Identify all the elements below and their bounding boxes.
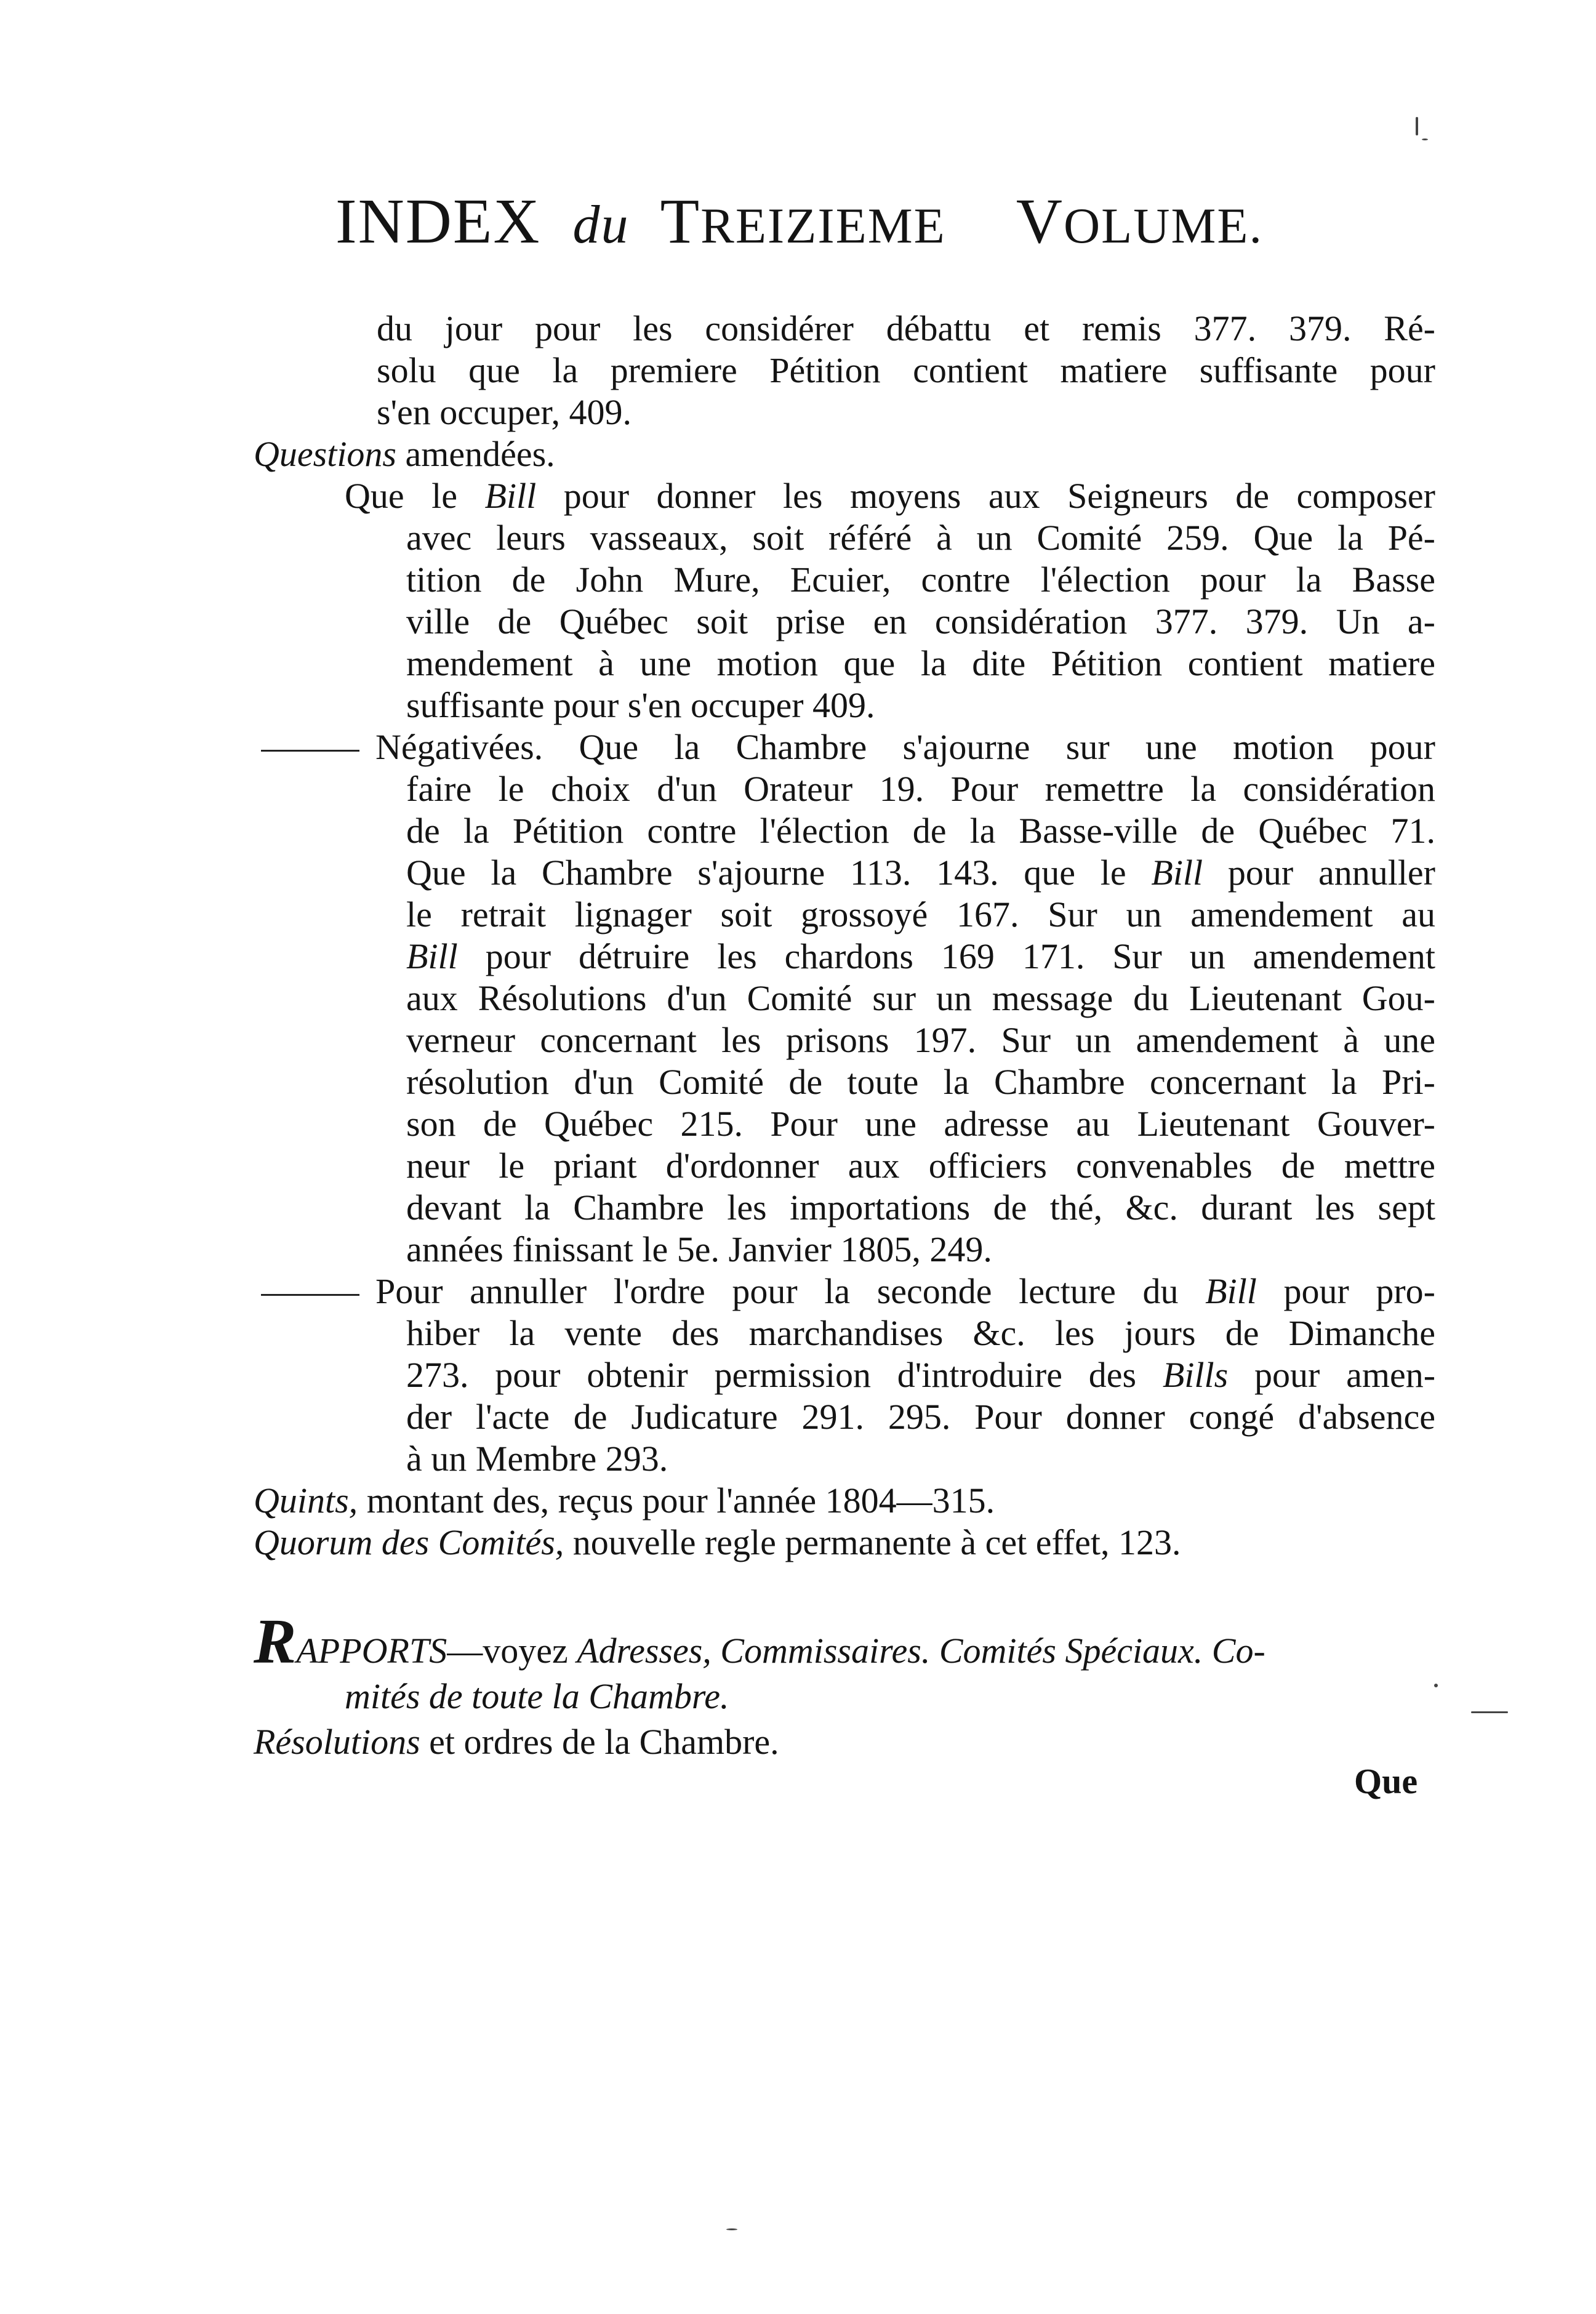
- index-line: verneur concernant les prisons 197. Sur un amendement à une: [406, 1020, 1435, 1060]
- index-line: der l'acte de Judicature 291. 295. Pour donner congé d'absence: [406, 1397, 1435, 1437]
- rapports-title: APPORTS: [296, 1631, 447, 1671]
- index-line: hiber la vente des marchandises &c. les jours de Dimanche: [406, 1313, 1435, 1353]
- index-heading-quints: Quints, montant des, reçus pour l'année 1804—315.: [254, 1480, 995, 1521]
- index-line: neur le priant d'ordonner aux officiers convenables de mettre: [406, 1146, 1435, 1186]
- index-heading-questions: Questions amendées.: [254, 434, 555, 474]
- rapports-line-2: mités de toute la Chambre.: [345, 1676, 729, 1716]
- index-line: son de Québec 215. Pour une adresse au Lieutenant Gouver-: [406, 1104, 1435, 1144]
- running-head-treizieme-initial: T: [660, 186, 701, 257]
- index-line: Que la Chambre s'ajourne 113. 143. que le Bill pour annuller: [406, 853, 1435, 893]
- running-head-volume-rest: OLUME.: [1063, 198, 1263, 254]
- index-line: solu que la premiere Pétition contient matiere suffisante pour: [377, 350, 1435, 390]
- index-line: du jour pour les considérer débattu et remis 377. 379. Ré-: [377, 308, 1435, 348]
- index-line: résolution d'un Comité de toute la Chambre concernant la Pri-: [406, 1062, 1435, 1102]
- rapports-see-also: Adresses, Commissaires. Comités Spéciaux. Co-: [577, 1631, 1265, 1671]
- index-line: devant la Chambre les importations de thé, &c. durant les sept: [406, 1187, 1435, 1227]
- index-line: suffisante pour s'en occuper 409.: [406, 685, 875, 725]
- rapports-section: [254, 1606, 1435, 1765]
- rapports-line-3: Résolutions et ordres de la Chambre.: [254, 1722, 779, 1762]
- index-line: 273. pour obtenir permission d'introduire des Bills pour amen-: [406, 1355, 1436, 1395]
- index-line: tition de John Mure, Ecuier, contre l'élection pour la Basse: [406, 560, 1435, 600]
- em-dash-rule: [261, 750, 359, 752]
- running-head-du: du: [572, 195, 630, 255]
- index-entries: [254, 308, 1435, 1564]
- catchword: Que: [1354, 1761, 1418, 1801]
- index-line: années finissant le 5e. Janvier 1805, 249.: [406, 1229, 992, 1269]
- running-head-index: INDEX: [335, 186, 541, 257]
- index-line-dash: Négativées. Que la Chambre s'ajourne sur une motion pour: [254, 726, 1435, 768]
- running-head-volume-initial: V: [1016, 186, 1064, 257]
- index-line: s'en occuper, 409.: [377, 392, 632, 432]
- index-line: de la Pétition contre l'élection de la Basse-ville de Québec 71.: [406, 811, 1435, 851]
- index-line-dash: Pour annuller l'ordre pour la seconde lecture du Bill pour pro-: [254, 1271, 1435, 1312]
- running-head-treizieme-rest: REIZIEME: [700, 198, 946, 254]
- running-head: [335, 185, 1382, 258]
- index-line: ville de Québec soit prise en considération 377. 379. Un a-: [406, 601, 1435, 641]
- index-line: le retrait lignager soit grossoyé 167. Sur un amendement au: [406, 894, 1435, 934]
- index-line: avec leurs vasseaux, soit référé à un Comité 259. Que la Pé-: [406, 518, 1435, 558]
- index-heading-quorum: Quorum des Comités, nouvelle regle permanente à cet effet, 123.: [254, 1522, 1181, 1562]
- index-line: à un Membre 293.: [406, 1439, 668, 1479]
- em-dash-rule: [261, 1294, 359, 1296]
- index-line: aux Résolutions d'un Comité sur un message du Lieutenant Gou-: [406, 978, 1435, 1018]
- index-line: faire le choix d'un Orateur 19. Pour remettre la considération: [406, 769, 1435, 809]
- rapports-initial: R: [254, 1606, 297, 1677]
- rapports-line-1: RAPPORTS—voyez Adresses, Commissaires. Comités Spéciaux. Co-: [254, 1606, 1265, 1677]
- index-line: Bill pour détruire les chardons 169 171. Sur un amendement: [406, 936, 1435, 976]
- index-line: mendement à une motion que la dite Pétition contient matiere: [406, 643, 1435, 683]
- index-line: Que le Bill pour donner les moyens aux Seigneurs de composer: [345, 476, 1435, 516]
